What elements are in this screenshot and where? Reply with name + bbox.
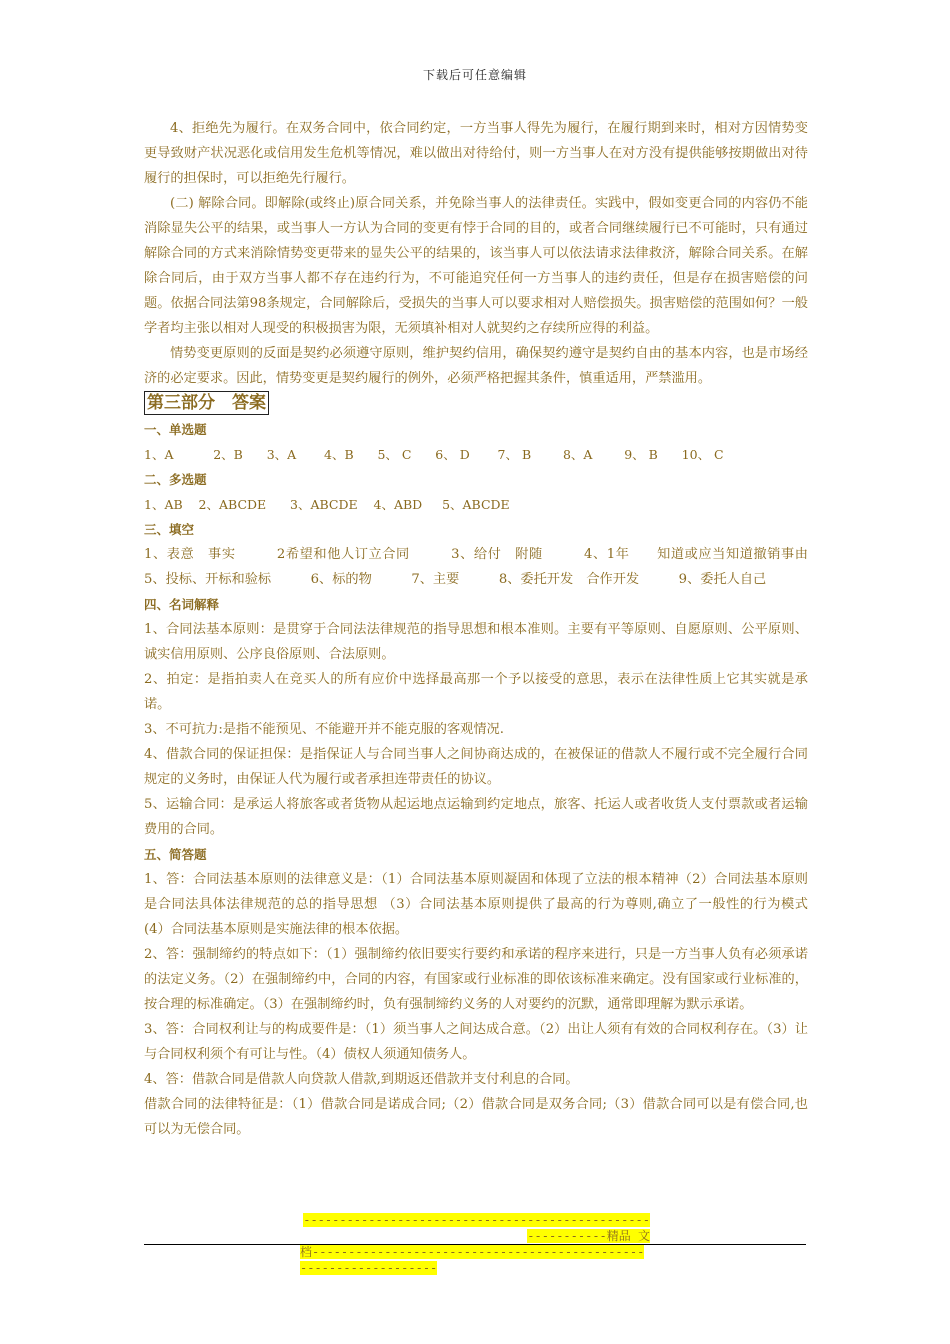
- short-answer-item: 借款合同的法律特征是：（1）借款合同是诺成合同;（2）借款合同是双务合同;（3）借款合同可以是有偿合同,也可以为无偿合同。: [144, 1097, 808, 1137]
- term-item: 2、拍定：是指拍卖人在竞买人的所有应价中选择最高那一个予以接受的意思，表示在法律性质上它其实就是承诺。: [144, 672, 808, 712]
- section-short-answer-title: 五、简答题: [144, 847, 207, 862]
- short-answer-item: 3、答：合同权利让与的构成要件是：（1）须当事人之间达成合意。（2）出让人须有有效的合同权利存在。（3）让与合同权利须个有可让与性。（4）债权人须通知债务人。: [144, 1022, 808, 1062]
- term-item: 3、不可抗力:是指不能预见、不能避开并不能克服的客观情况.: [144, 722, 504, 737]
- footer-line-2: 档-----------------------------------------------------------------: [300, 1245, 645, 1275]
- term-item: 4、借款合同的保证担保：是指保证人与合同当事人之间协商达成的，在被保证的借款人不履行或不完全履行合同规定的义务时，由保证人代为履行或者承担连带责任的协议。: [144, 747, 808, 787]
- page-header: 下载后可任意编辑: [422, 68, 527, 82]
- paragraph-refuse-performance: 4、拒绝先为履行。在双务合同中，依合同约定，一方当事人得先为履行，在履行期到来时，相对方因情势变更导致财产状况恶化或信用发生危机等情况，难以做出对待给付，则一方当事人在对方没有提供能够按期做出对待履行的担保时，可以拒绝先行履行。: [144, 121, 808, 186]
- footer-rule: [144, 1244, 806, 1245]
- footer-line-1: -----------------------------------------------------------精品 文: [303, 1213, 650, 1243]
- short-answer-item: 1、答：合同法基本原则的法律意义是：（1）合同法基本原则凝固和体现了立法的根本精神（2）合同法基本原则是合同法具体法律规范的总的指导思想 （3）合同法基本原则提供了最高的行为尊则,确立了一般性的行为模式 (4）合同法基本原则是实施法律的根本依据。: [144, 872, 822, 937]
- section-single-choice-title: 一、单选题: [144, 422, 207, 437]
- paragraph-principle-summary: 情势变更原则的反面是契约必须遵守原则，维护契约信用，确保契约遵守是契约自由的基本内容，也是市场经济的必定要求。因此，情势变更是契约履行的例外，必须严格把握其条件，慎重适用，严禁滥用。: [144, 346, 808, 386]
- paragraph-terminate-contract: (二) 解除合同。即解除(或终止)原合同关系，并免除当事人的法律责任。实践中，假如变更合同的内容仍不能消除显失公平的结果，或当事人一方认为合同的变更有悖于合同的目的，或者合同继续履行已不可能时，只有通过解除合同的方式来消除情势变更带来的显失公平的结果的，该当事人可以依法请求法律救济，解除合同关系。在解除合同后，由于双方当事人都不存在违约行为，不可能追究任何一方当事人的违约责任，但是存在损害赔偿的问题。依据合同法第98条规定，合同解除后，受损失的当事人可以要求相对人赔偿损失。损害赔偿的范围如何？一般学者均主张以相对人现受的积极损害为限，无须填补相对人就契约之存续所应得的利益。: [144, 196, 808, 336]
- multiple-choice-answers: 1、AB 2、ABCDE 3、ABCDE 4、ABD 5、ABCDE: [144, 497, 510, 512]
- part-three-title: 第三部分 答案: [144, 391, 269, 415]
- section-multiple-choice-title: 二、多选题: [144, 472, 207, 487]
- fill-blank-answers: 1、表意 事实 2希望和他人订立合同 3、给付 附随 4、1年 知道或应当知道撤销事由 5、投标、开标和验标 6、标的物 7、主要 8、委托开发 合作开发 9、委托人自己: [144, 547, 835, 587]
- section-terms-title: 四、名词解释: [144, 597, 220, 612]
- section-fill-blank-title: 三、填空: [144, 522, 195, 537]
- short-answer-item: 4、答：借款合同是借款人向贷款人借款,到期返还借款并支付利息的合同。: [144, 1072, 579, 1087]
- single-choice-answers: 1、A 2、B 3、A 4、B 5、 C 6、 D 7、 B 8、A 9、 B 10、 C: [144, 447, 724, 462]
- document-body: [144, 116, 835, 1142]
- term-item: 1、合同法基本原则：是贯穿于合同法法律规范的指导思想和根本准则。主要有平等原则、自愿原则、公平原则、诚实信用原则、公序良俗原则、合法原则。: [144, 622, 808, 662]
- term-item: 5、运输合同：是承运人将旅客或者货物从起运地点运输到约定地点，旅客、托运人或者收货人支付票款或者运输费用的合同。: [144, 797, 808, 837]
- short-answer-item: 2、答：强制缔约的特点如下：（1）强制缔约依旧要实行要约和承诺的程序来进行，只是一方当事人负有必须承诺的法定义务。（2）在强制缔约中，合同的内容，有国家或行业标准的即依该标准来确定。没有国家或行业标准的，按合理的标准确定。（3）在强制缔约时，负有强制缔约义务的人对要约的沉默，通常即理解为默示承诺。: [144, 947, 808, 1012]
